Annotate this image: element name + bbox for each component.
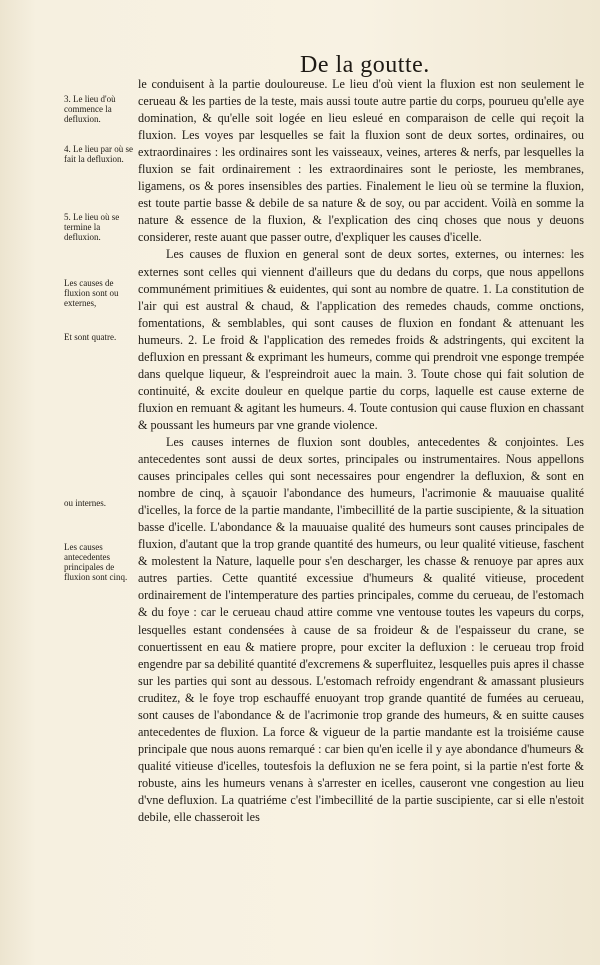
margin-note: 3. Le lieu d'où commence la defluxion.	[64, 94, 116, 124]
margin-note: Et sont quatre.	[64, 332, 117, 342]
margin-note: Les causes de fluxion sont ou externes,	[64, 278, 119, 308]
margin-note: 5. Le lieu où se termine la defluxion.	[64, 212, 120, 242]
paragraph: le conduisent à la partie douloureuse. Le lieu d'où vient la fluxion est non seulement le cerueau & les parties de la teste, mais aussi toute autre partie du corps, pourueu qu'elle aye domination, & qu'elle soit logée en lieu esleué en comparaison de celle qui reçoit la fluxion. Les voyes par lesquelles se fait la fluxion sont de deux sortes, ordinaires, ou extraordinaires : les ordinaires sont les vaisseaux, veines, arteres & nerfs, par lesquelles la fluxion se fait ordinairement : les extraordinaires sont le perioste, les membranes, ligamens, os & pores insensibles des parties. Finalement le lieu où se termine la fluxion, est toute partie basse & debile de sa nature & de soy, ou par accident. Voilà en somme la nature & essence de la fluxion, & l'explication des cinq choses que nous y deuons considerer, reste auant que passer outre, d'expliquer les causes d'icelle.	[138, 77, 584, 245]
body-text	[138, 76, 584, 826]
paragraph: Les causes internes de fluxion sont doubles, antecedentes & conjointes. Les antecedentes sont aussi de deux sortes, principales ou instrumentaires. Nous appellons causes principales celles qui sont necessaires pour engendrer la defluxion, & sont en nombre de cinq, à sçauoir l'abondance des humeurs, l'acrimonie & mauuaise qualité d'icelles, la force de la partie mandante, l'imbecillité de la partie suscipiente, & la situation basse d'icelle. L'abondance & la mauuaise qualité des humeurs sont causes principales de fluxion, d'autant que la trop grande quantité des humeurs, ou leur qualité vitieuse, faschent & molestent la Nature, laquelle pour s'en descharger, les chasse & renuoye par apres aux autres parties. Cette quantité excessiue d'humeurs & qualité vitieuse, procedent ordinairement de l'intemperature des parties principales, comme du cerueau, de l'estomach & du foye : car le cerueau chaud attire comme vne ventouse toutes les vapeurs du corps, lesquelles estant condensées à cause de sa froideur & de l'espaisseur du crane, se conuertissent en eau & matiere propre, pour exciter la defluxion : le cerueau trop froid engendre par sa debilité quantité d'excremens & superfluitez, lesquelles puis apres il chasse sur les parties qui sont au dessous. L'estomach refroidy engendrant & amassant plusieurs cruditez, & le foye trop eschauffé enuoyant trop grande quantité de fumées au cerueau, sont causes de l'abondance & de l'acrimonie trop grande des humeurs, & en suitte causes antecedentes de fluxion. La force & vigueur de la partie mandante est la troisiéme cause principale que nous auons remarqué : car bien qu'en icelle il y aye abondance d'humeurs & qualité vitieuse d'icelles, toutesfois la defluxion ne se fera point, si la partie n'est forte & robuste, ains les humeurs venans à s'arrester en icelles, causeront vne congestion au lieu d'vne defluxion. La quatriéme c'est l'imbecillité de la partie suscipiente, car si elle n'estoit debile, elle chasseroit les	[138, 434, 584, 825]
paragraph: Les causes de fluxion en general sont de deux sortes, externes, ou internes: les externes sont celles qui viennent d'ailleurs que du dedans du corps, que nous appellons communément primitiues & euidentes, qui sont au nombre de quatre. 1. La constitution de l'air qui est austral & chaud, & l'application des remedes chauds, comme onctions, fomentations, & semblables, qui sont causes de fluxion en fondant & attenuant les humeurs. 2. Le froid & l'application des remedes froids & adstringents, qui excitent la defluxion en pressant & exprimant les humeurs, comme qui prendroit vne esponge trempée dans quelque liqueur, & l'espreindroit auec la main. 3. Toute chose qui fait solution de continuité, & excite douleur en quelque partie du corps, laquelle est cause externe de fluxion en remuant & agitant les humeurs. 4. Toute contusion qui cause fluxion en chassant & poussant les humeurs par vne grande violence.	[138, 247, 584, 432]
margin-note: 4. Le lieu par où se fait la defluxion.	[64, 144, 133, 164]
page-title: De la goutte.	[300, 52, 430, 78]
margin-note: Les causes antecedentes principales de fluxion sont cinq.	[64, 542, 128, 582]
margin-note: ou internes.	[64, 498, 106, 508]
